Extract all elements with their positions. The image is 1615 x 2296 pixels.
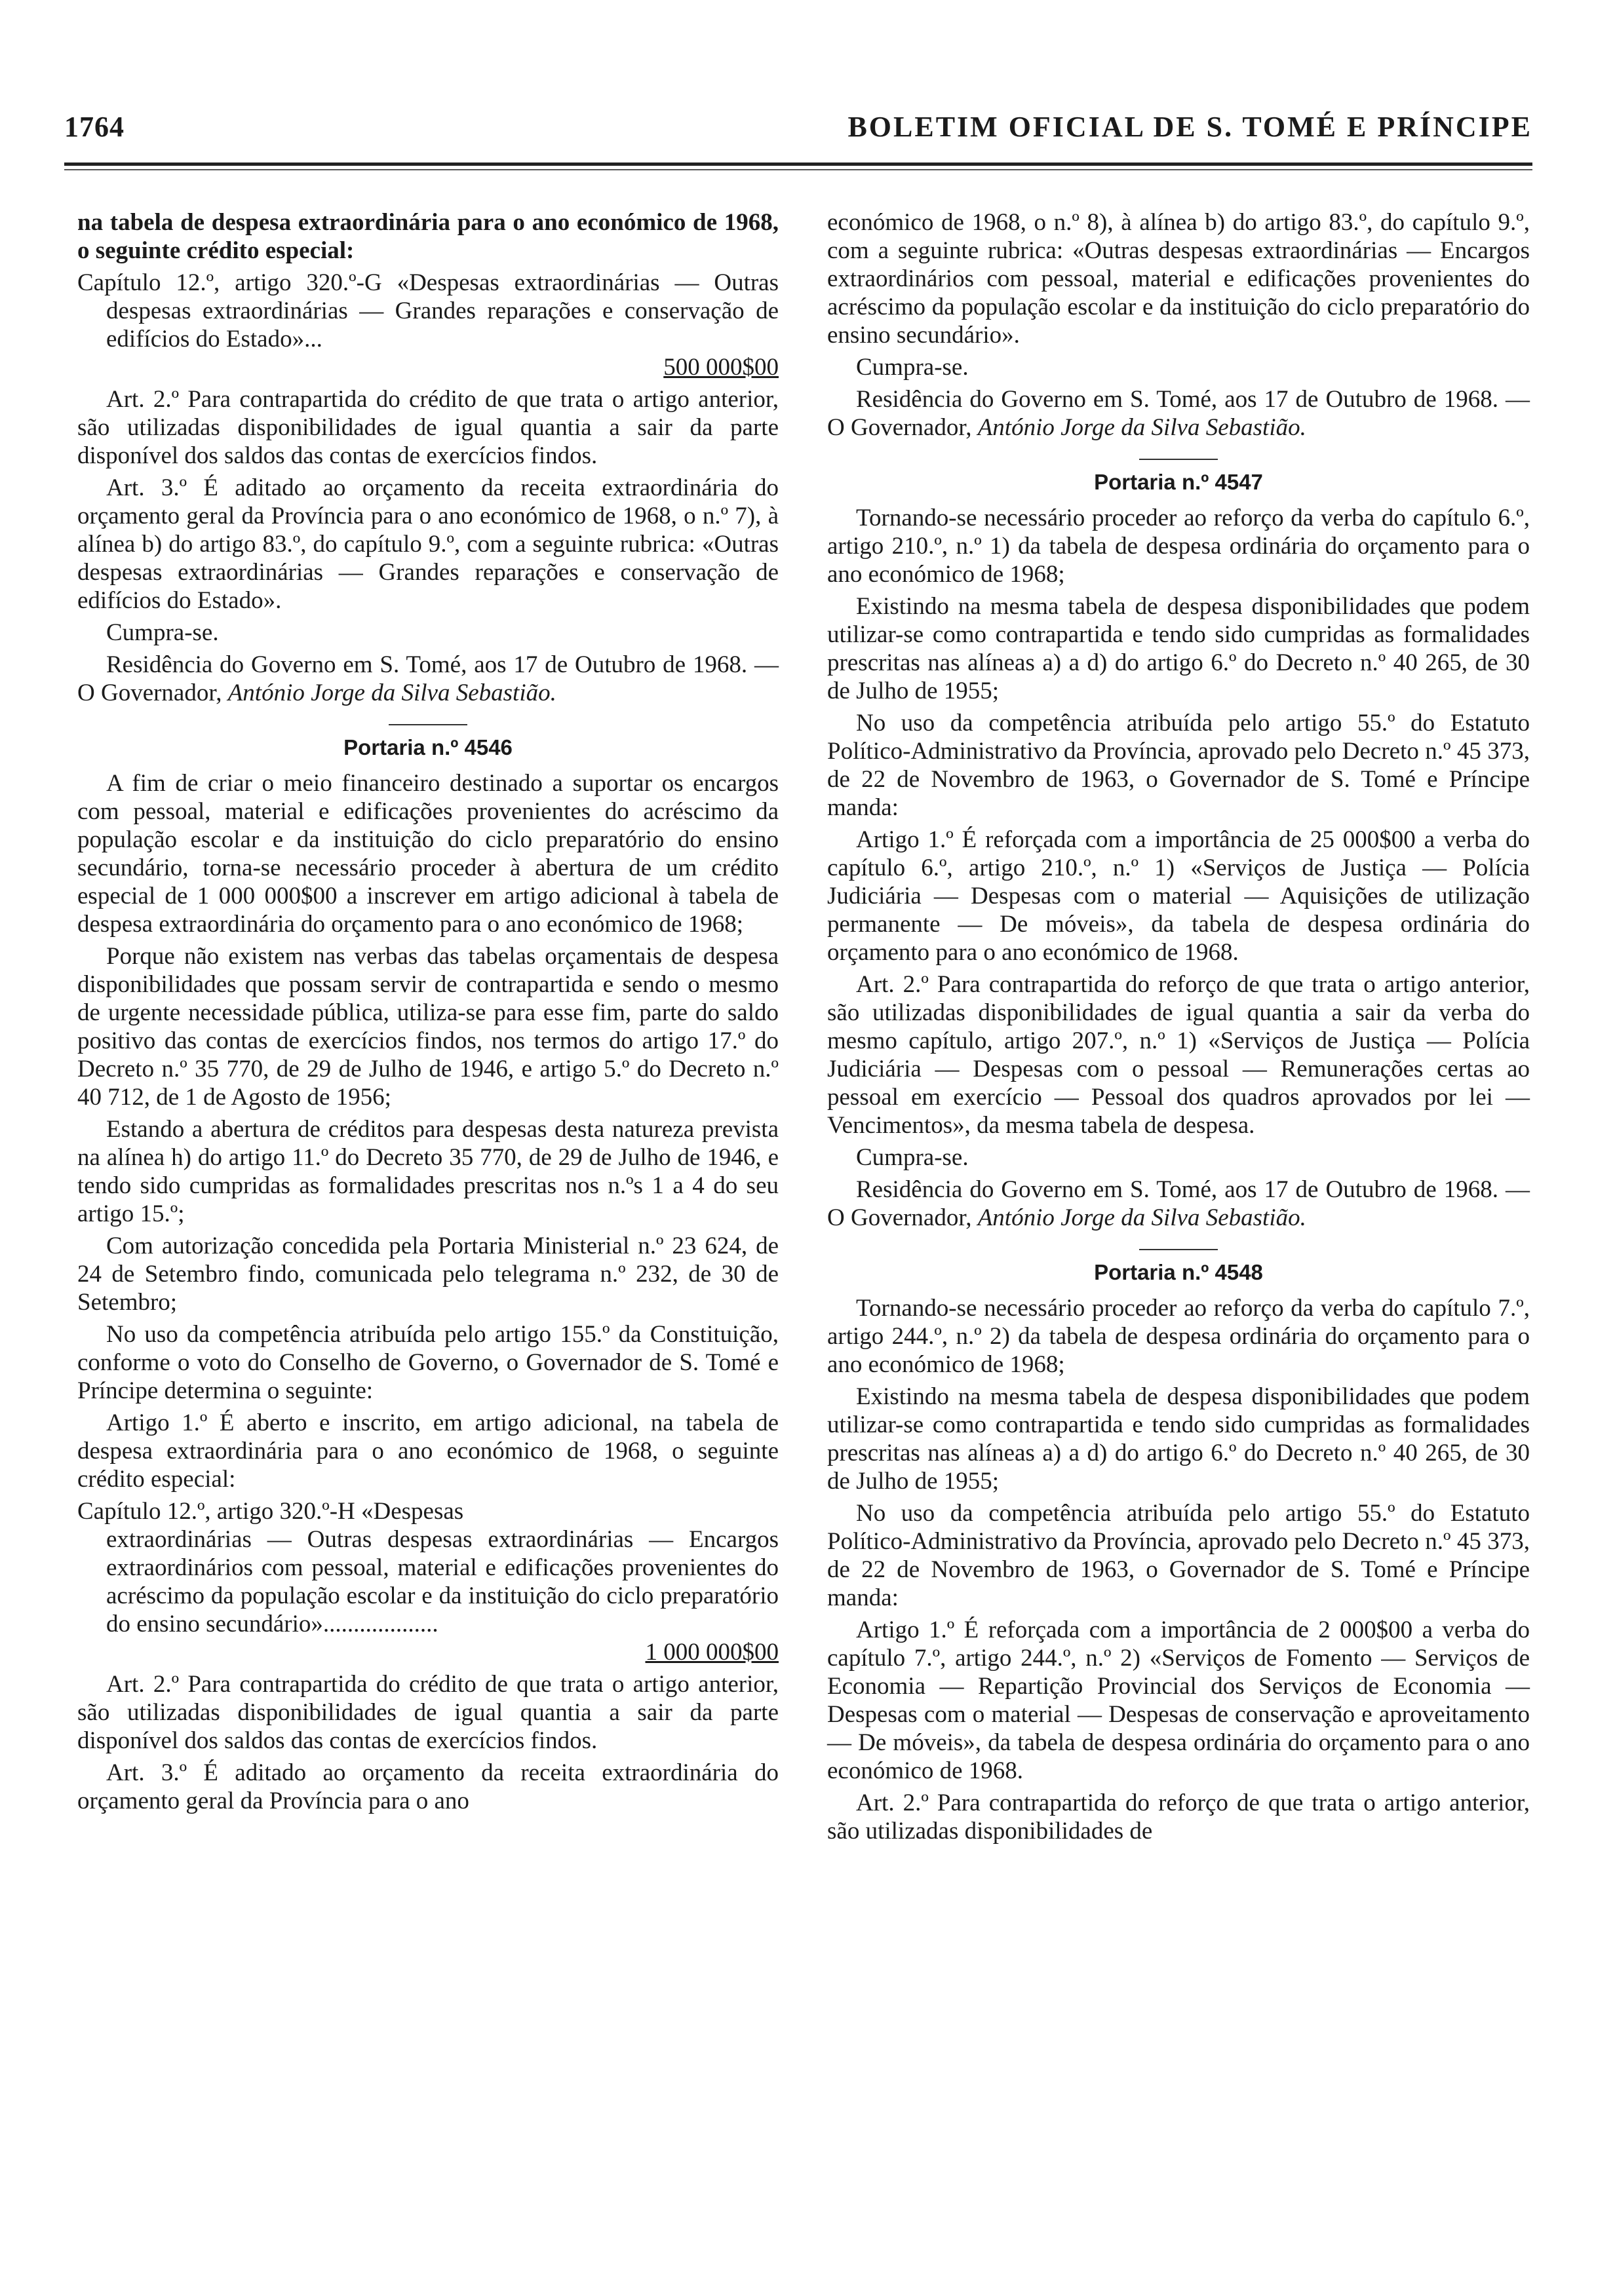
budget-entry-320g [77,269,779,381]
budget-entry-head: Capítulo 12.º, artigo 320.º-H «Despesas [77,1498,464,1525]
running-title: BOLETIM OFICIAL DE S. TOMÉ E PRÍNCIPE [847,111,1532,143]
portaria-4547-article-1: Artigo 1.º É reforçada com a importância de 25 000$00 a verba do capítulo 6.º, artigo 210.º, n.º 1) «Serviços de Justiça — Polícia Judiciária — Despesas com o material — Aquisições de utilização permanente — De móveis», da tabela de despesa ordinária do orçamento para o ano económico de 1968. [827,826,1530,966]
residence-text: Residência do Governo em S. Tomé, aos 17 de Outubro de 1968. — O Governador, [827,386,1530,441]
budget-entry-description: Capítulo 12.º, artigo 320.º-G «Despesas extraordinárias — Outras despesas extraordinárias — Grandes reparações e conservação de edifícios do Estado»... [77,269,779,353]
budget-entry-amount: 1 000 000$00 [645,1639,779,1666]
portaria-4546-para-2: Porque não existem nas verbas das tabelas orçamentais de despesa disponibilidades que possam servir de contrapartida e sendo o mesmo de urgente necessidade pública, utiliza-se para esse fim, parte do saldo positivo das contas de exercícios findos, nos termos do artigo 17.º do Decreto n.º 35 770, de 29 de Julho de 1946, e artigo 5.º do Decreto n.º 40 712, de 1 de Agosto de 1956; [77,943,779,1111]
page-header [64,110,1532,156]
portaria-4547-heading: Portaria n.º 4547 [1094,470,1263,494]
intro-paragraph: na tabela de despesa extraordinária para o ano económico de 1968, o seguinte crédito especial: [77,209,779,264]
budget-entry-amount: 500 000$00 [663,354,779,381]
cumpra-se: Cumpra-se. [856,1144,969,1171]
portaria-4548-para-3: No uso da competência atribuída pelo artigo 55.º do Estatuto Político-Administrativo da Província, aprovado pelo Decreto n.º 45 373, de 22 de Novembro de 1963, o Governador de S. Tomé e Príncipe manda: [827,1500,1530,1611]
right-column [827,208,1530,1849]
portaria-4548-para-2: Existindo na mesma tabela de despesa disponibilidades que podem utilizar-se como contrapartida e tendo sido cumpridas as formalidades prescritas nas alíneas a) a d) do artigo 6.º do Decreto n.º 40 265, de 30 de Julho de 1955; [827,1383,1530,1495]
portaria-4546-article-1: Artigo 1.º É aberto e inscrito, em artigo adicional, na tabela de despesa extraordinária para o ano económico de 1968, o seguinte crédito especial: [77,1409,779,1493]
portaria-4548-heading: Portaria n.º 4548 [1094,1260,1263,1284]
left-column [77,208,779,1819]
portaria-4546-article-2: Art. 2.º Para contrapartida do crédito de que trata o artigo anterior, são utilizadas disponibilidades de igual quantia a sair da parte disponível dos saldos das contas de exercícios findos. [77,1671,779,1754]
portaria-4546-heading: Portaria n.º 4546 [343,735,513,759]
governor-name: António Jorge da Silva Sebastião. [977,1204,1306,1231]
portaria-4546-para-5: No uso da competência atribuída pelo artigo 155.º da Constituição, conforme o voto do Conselho de Governo, o Governador de S. Tomé e Príncipe determina o seguinte: [77,1321,779,1404]
article-3-paragraph: Art. 3.º É aditado ao orçamento da receita extraordinária do orçamento geral da Província para o ano económico de 1968, o n.º 7), à alínea b) do artigo 83.º, do capítulo 9.º, com a seguinte rubrica: «Outras despesas extraordinárias — Grandes reparações e conservação de edifícios do Estado». [77,474,779,614]
residence-text: Residência do Governo em S. Tomé, aos 17 de Outubro de 1968. — O Governador, [827,1176,1530,1231]
section-separator [1139,459,1218,460]
residence-text: Residência do Governo em S. Tomé, aos 17 de Outubro de 1968. — O Governador, [77,651,779,706]
governor-name: António Jorge da Silva Sebastião. [227,679,556,706]
residence-signature [827,1176,1530,1232]
portaria-4546-article-3: Art. 3.º É aditado ao orçamento da receita extraordinária do orçamento geral da Província para o ano [77,1759,779,1814]
residence-signature [827,385,1530,442]
portaria-4546-para-1: A fim de criar o meio financeiro destinado a suportar os encargos com pessoal, material e edificações provenientes do acréscimo da população escolar e da instituição do ciclo preparatório do ensino secundário, torna-se necessário proceder à abertura de um crédito especial de 1 000 000$00 a inscrever em artigo adicional à tabela de despesa extraordinária do orçamento para o ano económico de 1968; [77,770,779,938]
page-number: 1764 [64,111,125,143]
portaria-4547-para-3: No uso da competência atribuída pelo artigo 55.º do Estatuto Político-Administrativo da Província, aprovado pelo Decreto n.º 45 373, de 22 de Novembro de 1963, o Governador de S. Tomé e Príncipe manda: [827,710,1530,821]
portaria-4547-para-2: Existindo na mesma tabela de despesa disponibilidades que podem utilizar-se como contrapartida e tendo sido cumpridas as formalidades prescritas nas alíneas a) a d) do artigo 6.º do Decreto n.º 40 265, de 30 de Julho de 1955; [827,593,1530,704]
cumpra-se: Cumpra-se. [856,354,969,381]
governor-name: António Jorge da Silva Sebastião. [977,414,1306,441]
budget-entry-body-block [77,1525,779,1666]
section-separator [1139,1249,1218,1250]
budget-entry-320h [77,1497,779,1666]
portaria-4546-para-4: Com autorização concedida pela Portaria Ministerial n.º 23 624, de 24 de Setembro findo, comunicada pelo telegrama n.º 232, de 30 de Setembro; [77,1233,779,1316]
header-rule [64,163,1532,166]
portaria-4548-article-1: Artigo 1.º É reforçada com a importância de 2 000$00 a verba do capítulo 7.º, artigo 244.º, n.º 2) «Serviços de Fomento — Serviços de Economia — Repartição Provincial dos Serviços de Economia — Despesas com o material — Despesas de conservação e aproveitamento — De móveis», da tabela de despesa ordinária do orçamento para o ano económico de 1968. [827,1617,1530,1784]
cumpra-se: Cumpra-se. [106,619,219,646]
residence-signature [77,651,779,707]
budget-entry-body: extraordinárias — Outras despesas extraordinárias — Encargos extraordinários com pessoal, material e edificações provenientes do acréscimo da população escolar e da instituição do ciclo preparatório do ensino secundário»................... [106,1526,779,1637]
portaria-4548-article-2: Art. 2.º Para contrapartida do reforço de que trata o artigo anterior, são utilizadas disponibilidades de [827,1789,1530,1845]
section-separator [389,724,467,725]
header-rule-thin [64,169,1532,170]
continued-paragraph: económico de 1968, o n.º 8), à alínea b) do artigo 83.º, do capítulo 9.º, com a seguinte rubrica: «Outras despesas extraordinárias — Encargos extraordinários com pessoal, material e edificações provenientes do acréscimo da população escolar e da instituição do ciclo preparatório do ensino secundário». [827,209,1530,349]
portaria-4547-article-2: Art. 2.º Para contrapartida do reforço de que trata o artigo anterior, são utilizadas disponibilidades de igual quantia a sair da verba do mesmo capítulo, artigo 207.º, n.º 1) «Serviços de Justiça — Polícia Judiciária — Despesas com o pessoal — Remunerações certas ao pessoal em exercício — Pessoal dos quadros aprovados por lei — Vencimentos», da mesma tabela de despesa. [827,971,1530,1139]
portaria-4546-para-3: Estando a abertura de créditos para despesas desta natureza prevista na alínea h) do artigo 11.º do Decreto 35 770, de 29 de Julho de 1946, e tendo sido cumpridas as formalidades prescritas nos n.ºs 1 a 4 do seu artigo 15.º; [77,1116,779,1227]
portaria-4548-para-1: Tornando-se necessário proceder ao reforço da verba do capítulo 7.º, artigo 244.º, n.º 2) da tabela de despesa ordinária do orçamento para o ano económico de 1968; [827,1295,1530,1378]
portaria-4547-para-1: Tornando-se necessário proceder ao reforço da verba do capítulo 6.º, artigo 210.º, n.º 1) da tabela de despesa ordinária do orçamento para o ano económico de 1968; [827,505,1530,588]
article-2-paragraph: Art. 2.º Para contrapartida do crédito de que trata o artigo anterior, são utilizadas disponibilidades de igual quantia a sair da parte disponível dos saldos das contas de exercícios findos. [77,386,779,469]
